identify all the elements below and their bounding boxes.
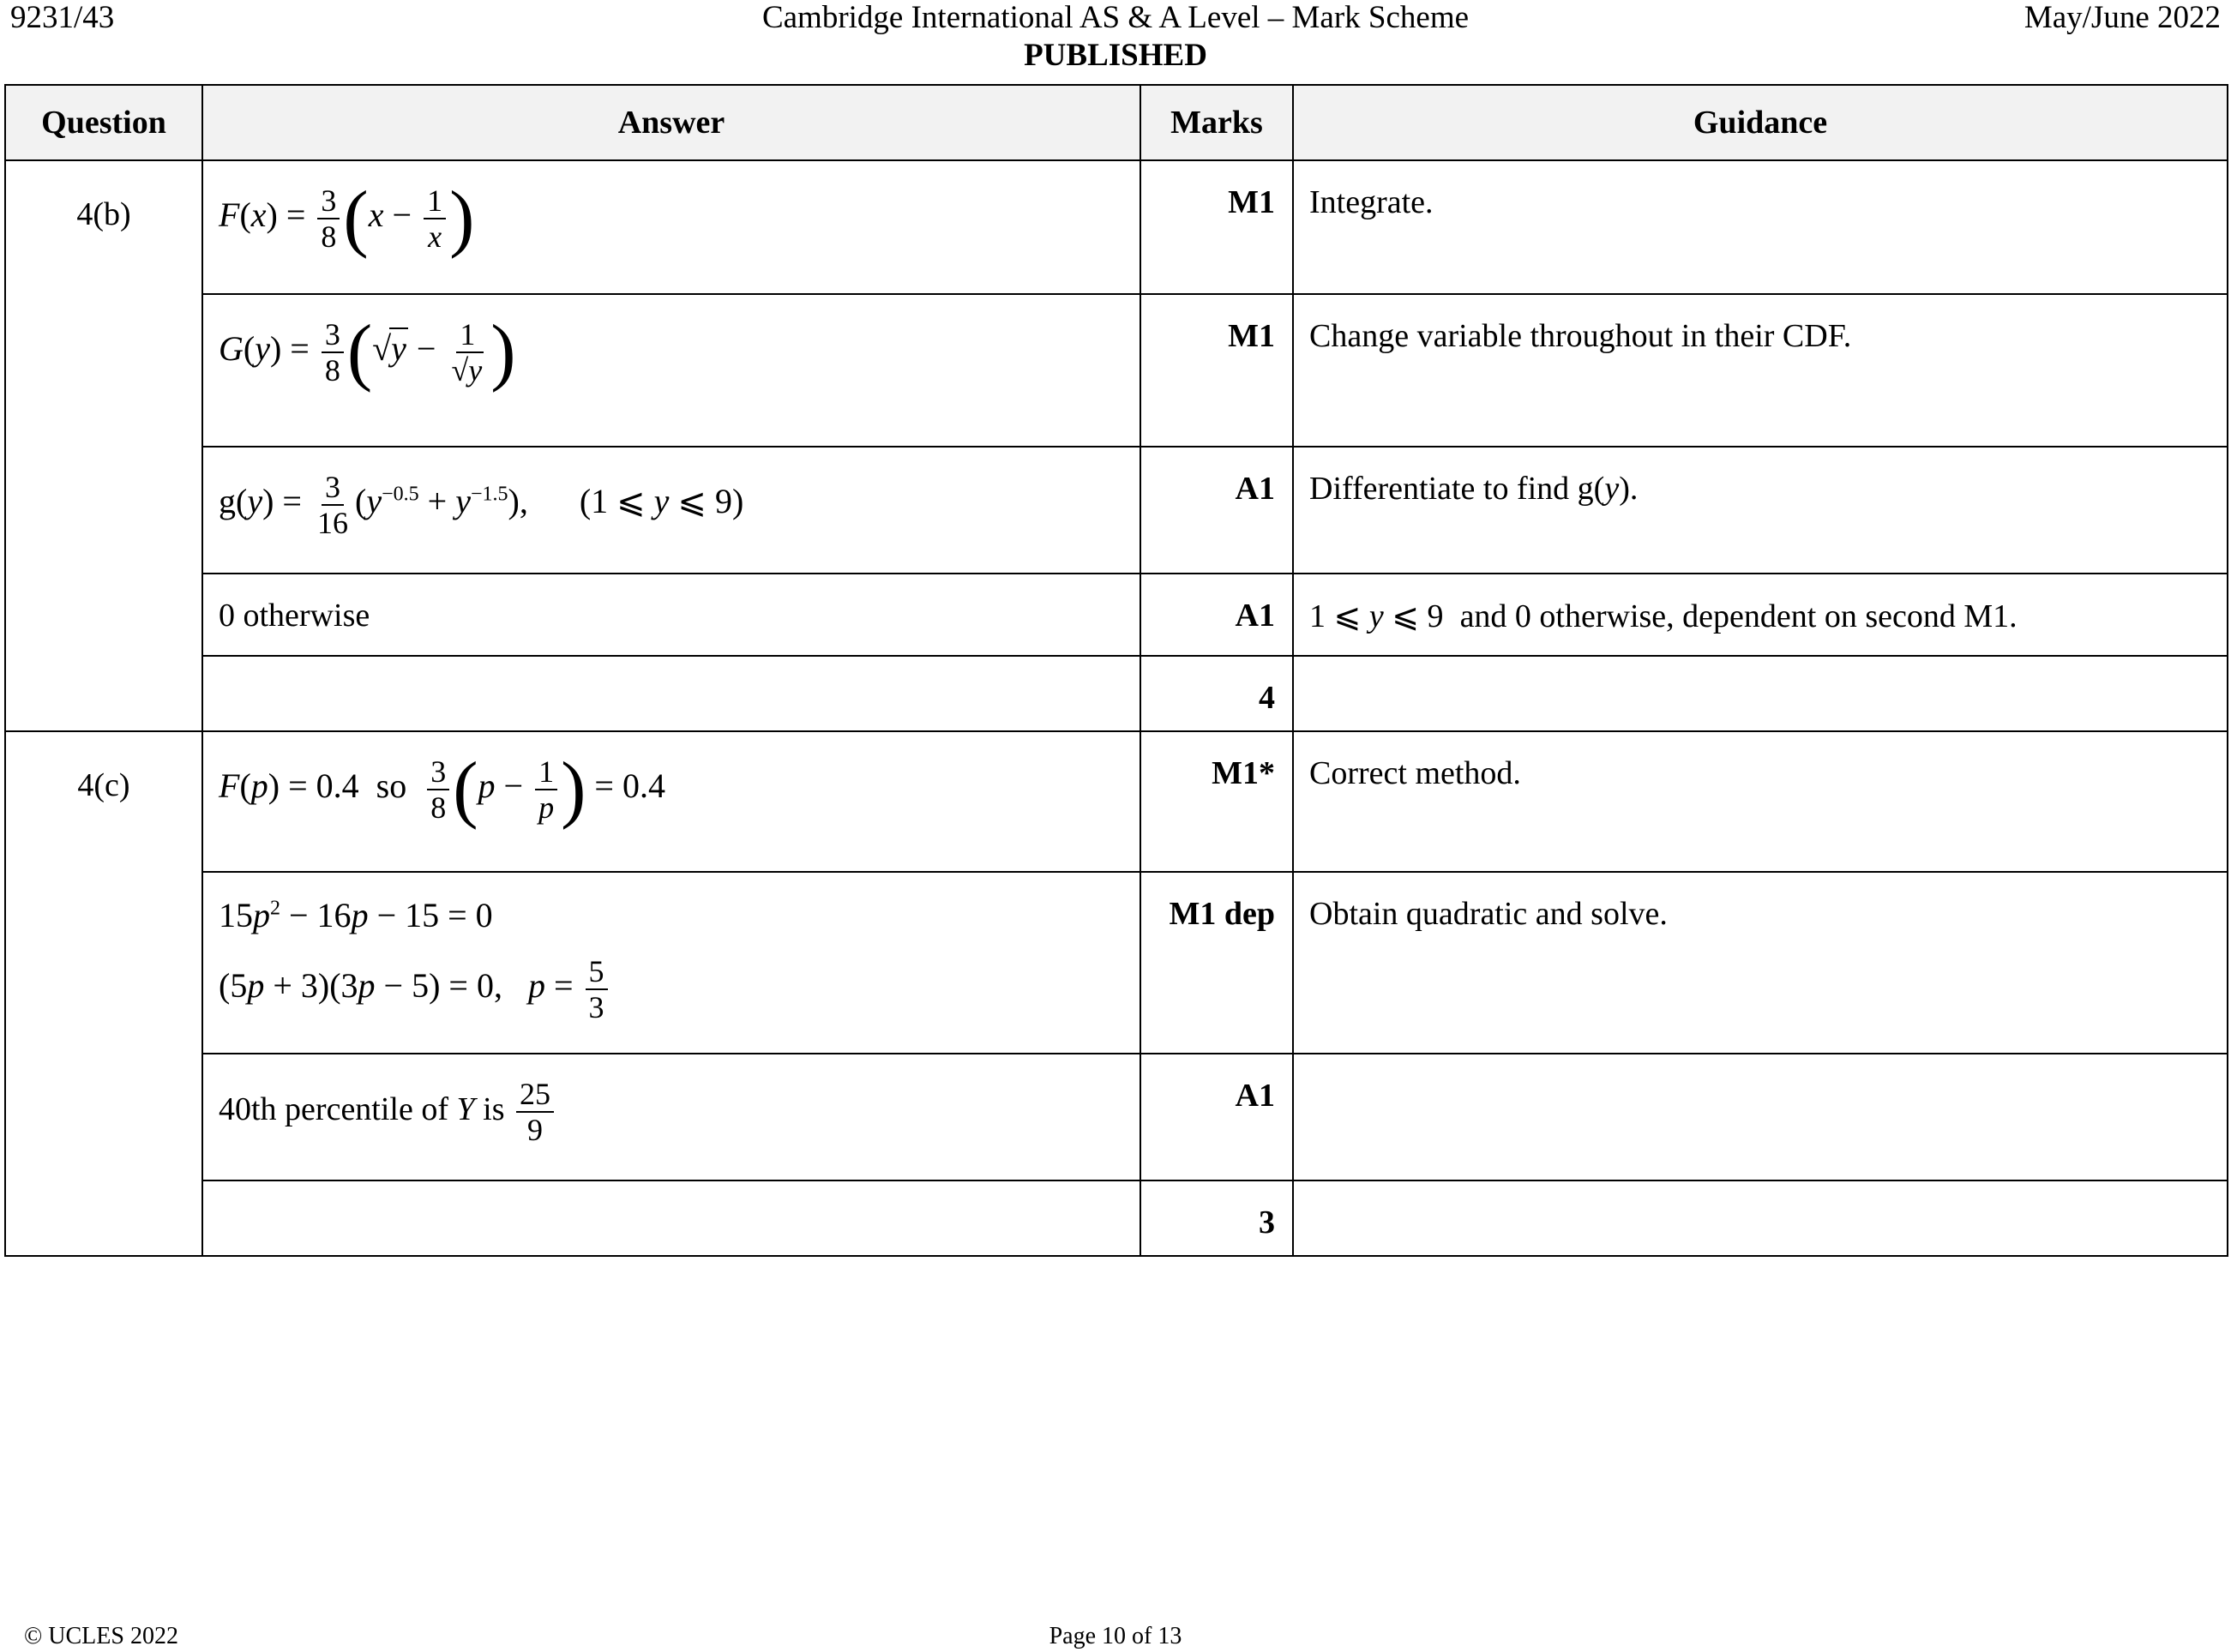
formula-percentile-value: $\frac{25}{9}$ xyxy=(513,1089,557,1127)
guidance-cell: Obtain quadratic and solve. xyxy=(1293,872,2228,1054)
table-row xyxy=(5,1054,2228,1180)
formula-cdf-y: G(y) = $\frac{3}{8}$ (√y − $\frac{1}{√y}$ ) xyxy=(219,310,516,393)
question-4c-label: 4(c) xyxy=(5,731,202,1256)
table-row xyxy=(5,447,2228,574)
guidance-cell: Change variable throughout in their CDF. xyxy=(1293,294,2228,447)
answer-cell xyxy=(202,731,1140,872)
answer-cell: 0 otherwise xyxy=(202,574,1140,656)
table-row xyxy=(5,574,2228,656)
answer-cell xyxy=(202,294,1140,447)
formula-factorised: (5p + 3)(3p − 5) = 0, p = $\frac{5}{3}$ xyxy=(219,954,1124,1024)
copyright-notice: © UCLES 2022 xyxy=(24,1623,178,1649)
question-4b-label: 4(b) xyxy=(5,160,202,731)
formula-quadratic: $15p^2 - 16p - 15 = 0$ xyxy=(219,896,493,934)
formula-pdf-y: g(y) = $\frac{3}{16}$ $(y^{-0.5} + y^{-1.5})$, (1 ⩽ y ⩽ 9) xyxy=(219,470,744,540)
answer-cell xyxy=(202,872,1140,1054)
formula-percentile-equation: F(p) = 0.4 so $\frac{3}{8}$ (p − $\frac{1}{p}$ ) = 0.4 xyxy=(219,748,665,831)
published-label: PUBLISHED xyxy=(1024,38,1207,73)
column-marks: Marks xyxy=(1140,85,1293,160)
answer-text-prefix: 40th percentile of xyxy=(219,1091,449,1128)
table-row xyxy=(5,872,2228,1054)
total-marks: 3 xyxy=(1140,1180,1293,1256)
guidance-cell xyxy=(1293,1054,2228,1180)
formula-cdf-x: F(x) = $\frac{3}{8}$ (x − $\frac{1}{x}$ ) xyxy=(219,177,475,260)
total-row xyxy=(5,1180,2228,1256)
document-title: Cambridge International AS & A Level – Mark Scheme xyxy=(761,0,1470,35)
guidance-cell: Differentiate to find g(y). xyxy=(1293,447,2228,574)
answer-text-is: is xyxy=(483,1091,505,1128)
page-number: Page 10 of 13 xyxy=(1049,1623,1182,1649)
table-row xyxy=(5,731,2228,872)
column-guidance: Guidance xyxy=(1293,85,2228,160)
mark-cell: A1 xyxy=(1140,574,1293,656)
paper-code: 9231/43 xyxy=(10,0,115,35)
table-header-row xyxy=(5,85,2228,160)
mark-cell: M1 dep xyxy=(1140,872,1293,1054)
mark-cell: M1 xyxy=(1140,160,1293,294)
total-row xyxy=(5,656,2228,731)
guidance-cell: Correct method. xyxy=(1293,731,2228,872)
total-marks: 4 xyxy=(1140,656,1293,731)
guidance-cell: Integrate. xyxy=(1293,160,2228,294)
mark-cell: M1 xyxy=(1140,294,1293,447)
guidance-text: and 0 otherwise, dependent on second M1. xyxy=(1459,598,2018,634)
table-row xyxy=(5,294,2228,447)
answer-cell xyxy=(202,160,1140,294)
mark-cell: A1 xyxy=(1140,1054,1293,1180)
answer-variable: Y xyxy=(456,1091,475,1128)
answer-cell xyxy=(202,1054,1140,1180)
column-question: Question xyxy=(5,85,202,160)
answer-cell xyxy=(202,1180,1140,1256)
table-row xyxy=(5,160,2228,294)
guidance-cell xyxy=(1293,1180,2228,1256)
mark-scheme-table xyxy=(4,84,2228,1257)
answer-cell xyxy=(202,656,1140,731)
exam-session: May/June 2022 xyxy=(2024,0,2221,35)
column-answer: Answer xyxy=(202,85,1140,160)
mark-cell: M1* xyxy=(1140,731,1293,872)
mark-cell: A1 xyxy=(1140,447,1293,574)
answer-cell xyxy=(202,447,1140,574)
guidance-cell xyxy=(1293,656,2228,731)
guidance-cell: 1 ⩽ y ⩽ 9 and 0 otherwise, dependent on second M1. xyxy=(1293,574,2228,656)
